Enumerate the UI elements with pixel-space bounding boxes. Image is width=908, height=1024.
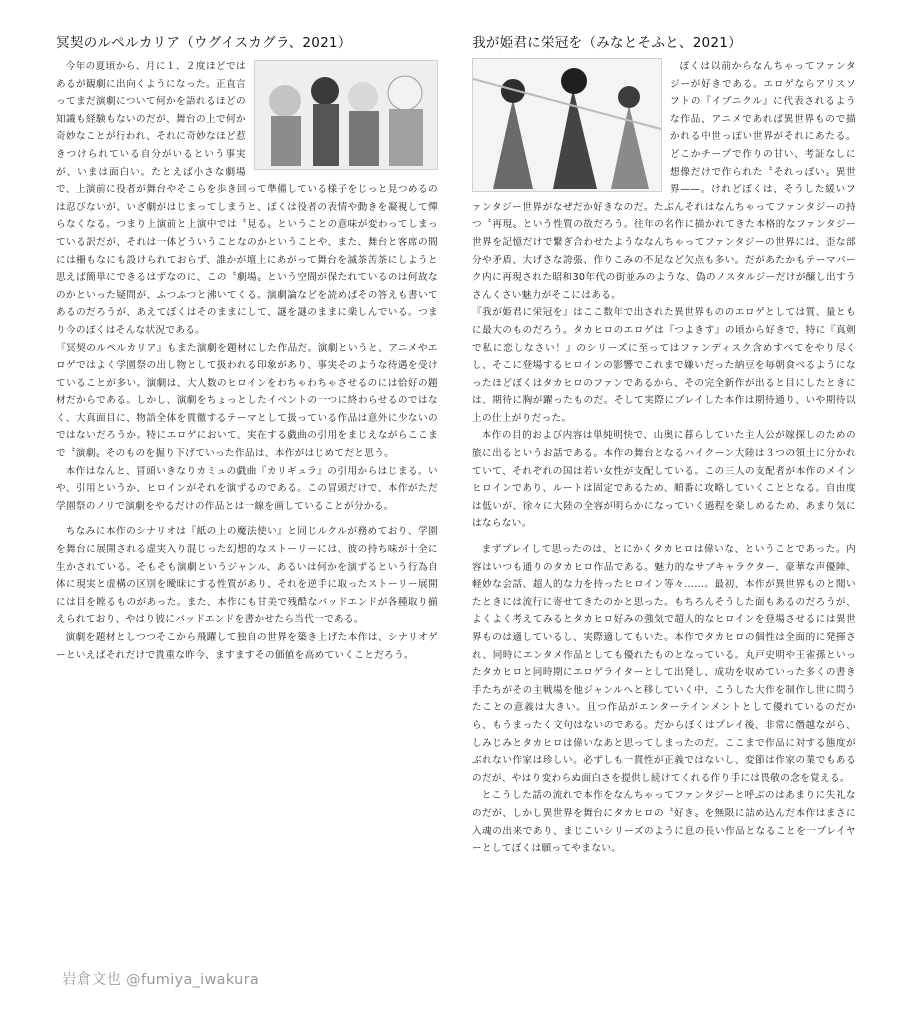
right-paragraph-3: 本作の目的および内容は単純明快で、山奥に暮らしていた主人公が嫁探しのための旅に出るというお話である。本作の舞台となるハイクーン大陸は３つの領土に分かれていて、それぞれの国は若い女性が支配している。この三人の支配者が本作のメインヒロインであり、ルートは固定であるため、順番に攻略していくこととなる。自由度は低いが、徐々に大陸の全容が明らかになっていく過程を楽しめるため、あまり気にはならない。 xyxy=(472,430,856,530)
princesses-illustration xyxy=(472,58,662,192)
right-paragraph-2: 『我が姫君に栄冠を』はここ数年で出された異世界もののエロゲとしては質、量ともに最大のものだろう。タカヒロのエロゲは『つよきす』の頃から好きで、特に『真剣で私に恋しなさい！』のシリーズに至ってはファンディスク含めすべてをやり尽くし、そこに登場するヒロインの影響でこれまで嫌いだった納豆を毎朝食べるようになったほどぼくはタカヒロのファンであるから、その完全新作が出ると目にしたときには、期待に胸が躍ったものだ。そして実際にプレイした本作は期待通り、いや期待以上の仕上がりだった。 xyxy=(472,307,856,424)
left-paragraph-1: 今年の夏頃から、月に１、２度ほどではあるが観劇に出向くようになった。正直言ってまだ演劇について何かを語れるほどの知識も経験もないのだが、舞台の上で何か奇妙なことが行われ、それに奇妙なほど惹きつけられている自分がいるという事実が、いまは面白い。たとえば小さな劇場で、上演前に役者が舞台やそこらを歩き回って準備している様子をじっと見つめるのは忍びないが、いざ劇がはじまってしまうと、ぼくは役者の表情や動きを凝視して憚らなくなる。つまり上演前と上演中では〝見る〟ということの意味が変わってしまっている訳だが、それは一体どういうことなのかということや、また、舞台と客席の間には柵もなにも設けられておらず、誰かが壇上にあがって舞台を滅茶苦茶にしようと思えば簡単にできるはずなのに、この〝劇場〟という空間が保たれているのは何故なのかといった疑問が、ふつふつと沸いてくる。演劇論などを読めばその答えも書いてあるのだろうが、あえてぼくはそのままにして、謎を謎のままに楽しんでいる。つまり今のぼくはそんな状況である。 xyxy=(56,61,438,336)
left-paragraph-3: 本作はなんと、冒頭いきなりカミュの戯曲『カリギュラ』の引用からはじまる。いや、引用というか、ヒロインがそれを演ずるのである。この冒頭だけで、本作がただ学園祭のノリで演劇をやるだけの作品とは一線を画していることが分かる。 xyxy=(56,465,438,512)
right-article xyxy=(472,34,856,858)
left-paragraph-2: 『冥契のルペルカリア』もまた演劇を題材にした作品だ。演劇というと、アニメやエロゲではよく学園祭の出し物として扱われる印象があり、事実そのような待遇を受けていることが多い。演劇は、大人数のヒロインをわちゃわちゃさせるのには恰好の題材だからである。しかし、演劇をちょっとしたイベントの一つに終わらせるのではなく、大真面目に、物語全体を貫徹するテーマとして扱っている作品は意外に少ないのではないだろうか。特にエロゲにおいて、実在する戯曲の引用をまじえながらここまで〝演劇〟そのものを掘り下げていった作品は、本作がはじめてだと思う。 xyxy=(56,342,438,460)
left-paragraph-4: ちなみに本作のシナリオは『紙の上の魔法使い』と同じルクルが務めており、学園を舞台に展開される虚実入り混じった幻想的なストーリーには、彼の持ち味が十全に生かされている。そもそも演劇というジャンル、あるいは何かを演ずるという行為自体に現実と虚構の区別を曖昧にする性質があり、それを逆手に取ったストーリー展開には目を瞠るものがあった。また、本作にも甘美で残酷なバッドエンドが各種取り揃えられており、やはり彼にバッドエンドを書かせたら当代一である。 xyxy=(56,526,438,626)
left-article xyxy=(56,34,438,664)
left-article-title: 冥契のルペルカリア（ウグイスカグラ、2021） xyxy=(56,35,352,51)
author-credit: 岩倉文也 @fumiya_iwakura xyxy=(62,972,260,988)
right-paragraph-5: とこうした話の流れで本作をなんちゃってファンタジーと呼ぶのはあまりに失礼なのだが、しかし異世界を舞台にタカヒロの〝好き〟を無限に詰め込んだ本作はまさに入魂の出来であり、まじこいシリーズのように息の長い作品となることを一プレイヤーとしてぼくは願ってやまない。 xyxy=(472,790,856,855)
right-article-title: 我が姫君に栄冠を（みなとそふと、2021） xyxy=(472,35,742,51)
right-paragraph-1: ぼくは以前からなんちゃってファンタジーが好きである。エロゲならアリスソフトの『イブニクル』に代表されるような作品、アニメであれば異世界もので描かれる中世っぽい世界がそれにあたる。どこかチープで作りの甘い、考証なしに想像だけで作られた〝それっぽい〟異世界——。けれどぼくは、そうした緩いファンタジー世界がなぜだか好きなのだ。たぶんそれはなんちゃってファンタジーの持つ〝再現〟という性質の故だろう。往年の名作に描かれてきた本格的なファンタジー世界を記憶だけで繋ぎ合わせたようななんちゃってファンタジーの世界には、歪な部分や矛盾、大げさな誇張、作りこみの不足など欠点も多い。だがあたかもテーマパーク内に再現された昭和30年代の街並みのような、偽のノスタルジーだけが醸し出すうさんくさい魅力がそこにはある。 xyxy=(472,58,856,304)
heroines-illustration xyxy=(254,60,438,170)
right-paragraph-4: まずプレイして思ったのは、とにかくタカヒロは偉いな、ということであった。内容はいつも通りのタカヒロ作品である。魅力的なサブキャラクター、豪華な声優陣、軽妙な会話、超人的な力を持ったヒロイン等々……。最初、本作が異世界ものと聞いたときには流行に寄せてきたのかと思った。もちろんそうした面もあるのだろうが、よくよく考えてみるとタカヒロ好みの強気で超人的なヒロインを登場させるには異世界ものは適しているし、実際適してもいた。本作でタカヒロの個性は全面的に発揮され、同時にエンタメ作品としても優れたものとなっている。丸戸史明や王雀孫といったタカヒロと同時期にエロゲライターとして出発し、成功を収めていった多くの書き手たちがその主戦場を他ジャンルへと移していく中、こうした大作を制作し世に問うたことの意義は大きい。且つ作品がエンターテインメントとして優れているのだから、もうまったく文句はないのである。だからぼくはプレイ後、非常に僭越ながら、しみじみとタカヒロは偉いなあと思ってしまったのだ。ここまで作品に対する態度がぶれない作家は珍しい。必ずしも一貫性が正義ではないし、変節は作家の業でもあるのだが、やはり変わらぬ面白さを提供し続けてくれる作り手には畏敬の念を覚える。 xyxy=(472,544,856,784)
left-paragraph-5: 演劇を題材としつつそこから飛躍して独自の世界を築き上げた本作は、シナリオゲーといえばそれだけで貴重な昨今、ますますその価値を高めていくことだろう。 xyxy=(56,632,438,661)
